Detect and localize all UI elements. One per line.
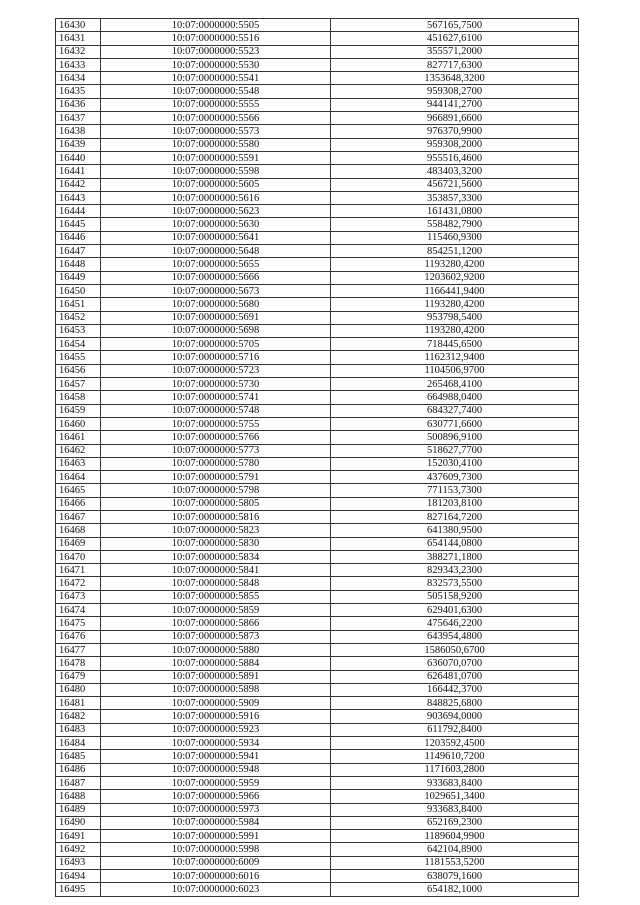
value-cell: 641380,9500	[331, 524, 579, 537]
row-number-cell: 16441	[56, 165, 101, 178]
row-number-cell: 16464	[56, 471, 101, 484]
value-cell: 265468,4100	[331, 378, 579, 391]
table-row	[56, 510, 579, 523]
cadastral-number-cell: 10:07:0000000:5891	[101, 670, 331, 683]
table-row	[56, 258, 579, 271]
value-cell: 1203592,4500	[331, 737, 579, 750]
row-number-cell: 16474	[56, 604, 101, 617]
table-row	[56, 112, 579, 125]
row-number-cell: 16471	[56, 564, 101, 577]
value-cell: 848825,6800	[331, 697, 579, 710]
table-row	[56, 683, 579, 696]
row-number-cell: 16466	[56, 497, 101, 510]
value-cell: 1203602,9200	[331, 271, 579, 284]
table-row	[56, 830, 579, 843]
cadastral-number-cell: 10:07:0000000:5834	[101, 550, 331, 563]
table-row	[56, 138, 579, 151]
row-number-cell: 16467	[56, 510, 101, 523]
table-row	[56, 803, 579, 816]
value-cell: 1193280,4200	[331, 324, 579, 337]
cadastral-number-cell: 10:07:0000000:5766	[101, 431, 331, 444]
table-row	[56, 338, 579, 351]
row-number-cell: 16439	[56, 138, 101, 151]
table-row	[56, 643, 579, 656]
table-row	[56, 125, 579, 138]
value-cell: 161431,0800	[331, 205, 579, 218]
row-number-cell: 16435	[56, 85, 101, 98]
table-row	[56, 19, 579, 32]
value-cell: 1166441,9400	[331, 284, 579, 297]
cadastral-number-cell: 10:07:0000000:5934	[101, 737, 331, 750]
cadastral-number-cell: 10:07:0000000:5791	[101, 471, 331, 484]
value-cell: 1353648,3200	[331, 72, 579, 85]
table-row	[56, 324, 579, 337]
cadastral-number-cell: 10:07:0000000:5541	[101, 72, 331, 85]
cadastral-number-cell: 10:07:0000000:5673	[101, 284, 331, 297]
value-cell: 955516,4600	[331, 151, 579, 164]
value-cell: 827717,6300	[331, 58, 579, 71]
row-number-cell: 16431	[56, 32, 101, 45]
cadastral-number-cell: 10:07:0000000:5941	[101, 750, 331, 763]
table-row	[56, 32, 579, 45]
value-cell: 1171603,2800	[331, 763, 579, 776]
cadastral-number-cell: 10:07:0000000:5859	[101, 604, 331, 617]
cadastral-number-cell: 10:07:0000000:5998	[101, 843, 331, 856]
table-row	[56, 218, 579, 231]
value-cell: 567165,7500	[331, 19, 579, 32]
cadastral-number-cell: 10:07:0000000:5641	[101, 231, 331, 244]
table-row	[56, 364, 579, 377]
value-cell: 611792,8400	[331, 723, 579, 736]
row-number-cell: 16491	[56, 830, 101, 843]
table-row	[56, 577, 579, 590]
row-number-cell: 16485	[56, 750, 101, 763]
cadastral-number-cell: 10:07:0000000:5655	[101, 258, 331, 271]
cadastral-number-cell: 10:07:0000000:5598	[101, 165, 331, 178]
cadastral-number-cell: 10:07:0000000:5880	[101, 643, 331, 656]
row-number-cell: 16451	[56, 298, 101, 311]
cadastral-number-cell: 10:07:0000000:5548	[101, 85, 331, 98]
table-row	[56, 151, 579, 164]
table-row	[56, 750, 579, 763]
value-cell: 115460,9300	[331, 231, 579, 244]
table-row	[56, 444, 579, 457]
value-cell: 933683,8400	[331, 776, 579, 789]
value-cell: 475646,2200	[331, 617, 579, 630]
value-cell: 451627,6100	[331, 32, 579, 45]
row-number-cell: 16486	[56, 763, 101, 776]
row-number-cell: 16494	[56, 870, 101, 883]
cadastral-number-cell: 10:07:0000000:5698	[101, 324, 331, 337]
cadastral-number-cell: 10:07:0000000:5884	[101, 657, 331, 670]
row-number-cell: 16458	[56, 391, 101, 404]
row-number-cell: 16444	[56, 205, 101, 218]
row-number-cell: 16468	[56, 524, 101, 537]
row-number-cell: 16452	[56, 311, 101, 324]
table-row	[56, 723, 579, 736]
table-row	[56, 856, 579, 869]
row-number-cell: 16438	[56, 125, 101, 138]
value-cell: 829343,2300	[331, 564, 579, 577]
table-row	[56, 165, 579, 178]
cadastral-number-cell: 10:07:0000000:5623	[101, 205, 331, 218]
cadastral-number-cell: 10:07:0000000:5966	[101, 790, 331, 803]
row-number-cell: 16472	[56, 577, 101, 590]
table-row	[56, 776, 579, 789]
table-row	[56, 630, 579, 643]
row-number-cell: 16482	[56, 710, 101, 723]
row-number-cell: 16489	[56, 803, 101, 816]
cadastral-number-cell: 10:07:0000000:5755	[101, 417, 331, 430]
table-row	[56, 311, 579, 324]
row-number-cell: 16461	[56, 431, 101, 444]
value-cell: 1193280,4200	[331, 258, 579, 271]
table-row	[56, 497, 579, 510]
row-number-cell: 16445	[56, 218, 101, 231]
value-cell: 652169,2300	[331, 816, 579, 829]
table-row	[56, 604, 579, 617]
cadastral-number-cell: 10:07:0000000:5630	[101, 218, 331, 231]
table-row	[56, 298, 579, 311]
table-row	[56, 404, 579, 417]
table-row	[56, 790, 579, 803]
value-cell: 933683,8400	[331, 803, 579, 816]
value-cell: 953798,5400	[331, 311, 579, 324]
row-number-cell: 16448	[56, 258, 101, 271]
cadastral-number-cell: 10:07:0000000:5573	[101, 125, 331, 138]
cadastral-number-cell: 10:07:0000000:5823	[101, 524, 331, 537]
row-number-cell: 16490	[56, 816, 101, 829]
row-number-cell: 16434	[56, 72, 101, 85]
value-cell: 626481,0700	[331, 670, 579, 683]
table-row	[56, 417, 579, 430]
row-number-cell: 16446	[56, 231, 101, 244]
row-number-cell: 16479	[56, 670, 101, 683]
row-number-cell: 16488	[56, 790, 101, 803]
value-cell: 1586050,6700	[331, 643, 579, 656]
value-cell: 636070,0700	[331, 657, 579, 670]
row-number-cell: 16475	[56, 617, 101, 630]
row-number-cell: 16460	[56, 417, 101, 430]
row-number-cell: 16447	[56, 245, 101, 258]
table-row	[56, 590, 579, 603]
value-cell: 642104,8900	[331, 843, 579, 856]
cadastral-number-cell: 10:07:0000000:5959	[101, 776, 331, 789]
table-row	[56, 284, 579, 297]
value-cell: 558482,7900	[331, 218, 579, 231]
row-number-cell: 16433	[56, 58, 101, 71]
table-row	[56, 351, 579, 364]
cadastral-number-cell: 10:07:0000000:5691	[101, 311, 331, 324]
table-row	[56, 484, 579, 497]
value-cell: 152030,4100	[331, 457, 579, 470]
cadastral-number-cell: 10:07:0000000:5873	[101, 630, 331, 643]
cadastral-number-cell: 10:07:0000000:5523	[101, 45, 331, 58]
value-cell: 638079,1600	[331, 870, 579, 883]
cadastral-number-cell: 10:07:0000000:6023	[101, 883, 331, 896]
value-cell: 832573,5500	[331, 577, 579, 590]
value-cell: 903694,0000	[331, 710, 579, 723]
row-number-cell: 16484	[56, 737, 101, 750]
cadastral-number-cell: 10:07:0000000:5748	[101, 404, 331, 417]
row-number-cell: 16432	[56, 45, 101, 58]
cadastral-number-cell: 10:07:0000000:5798	[101, 484, 331, 497]
value-cell: 1104506,9700	[331, 364, 579, 377]
table-row	[56, 178, 579, 191]
cadastral-number-cell: 10:07:0000000:5855	[101, 590, 331, 603]
row-number-cell: 16462	[56, 444, 101, 457]
table-row	[56, 524, 579, 537]
cadastral-number-cell: 10:07:0000000:5605	[101, 178, 331, 191]
value-cell: 630771,6600	[331, 417, 579, 430]
value-cell: 500896,9100	[331, 431, 579, 444]
cadastral-number-cell: 10:07:0000000:5841	[101, 564, 331, 577]
cadastral-number-cell: 10:07:0000000:5984	[101, 816, 331, 829]
value-cell: 1029651,3400	[331, 790, 579, 803]
row-number-cell: 16449	[56, 271, 101, 284]
value-cell: 1162312,9400	[331, 351, 579, 364]
row-number-cell: 16481	[56, 697, 101, 710]
row-number-cell: 16450	[56, 284, 101, 297]
value-cell: 966891,6600	[331, 112, 579, 125]
row-number-cell: 16430	[56, 19, 101, 32]
table-row	[56, 85, 579, 98]
value-cell: 518627,7700	[331, 444, 579, 457]
cadastral-number-cell: 10:07:0000000:5830	[101, 537, 331, 550]
row-number-cell: 16470	[56, 550, 101, 563]
cadastral-number-cell: 10:07:0000000:5916	[101, 710, 331, 723]
table-row	[56, 231, 579, 244]
table-row	[56, 391, 579, 404]
row-number-cell: 16455	[56, 351, 101, 364]
row-number-cell: 16469	[56, 537, 101, 550]
row-number-cell: 16487	[56, 776, 101, 789]
table-row	[56, 617, 579, 630]
table-row	[56, 471, 579, 484]
row-number-cell: 16457	[56, 378, 101, 391]
cadastral-number-cell: 10:07:0000000:5909	[101, 697, 331, 710]
table-row	[56, 537, 579, 550]
value-cell: 505158,9200	[331, 590, 579, 603]
value-cell: 718445,6500	[331, 338, 579, 351]
cadastral-number-cell: 10:07:0000000:5566	[101, 112, 331, 125]
cadastral-number-cell: 10:07:0000000:5848	[101, 577, 331, 590]
table-row	[56, 697, 579, 710]
cadastral-number-cell: 10:07:0000000:5723	[101, 364, 331, 377]
cadastral-number-cell: 10:07:0000000:5530	[101, 58, 331, 71]
value-cell: 976370,9900	[331, 125, 579, 138]
row-number-cell: 16478	[56, 657, 101, 670]
row-number-cell: 16453	[56, 324, 101, 337]
row-number-cell: 16437	[56, 112, 101, 125]
row-number-cell: 16465	[56, 484, 101, 497]
cadastral-number-cell: 10:07:0000000:6009	[101, 856, 331, 869]
row-number-cell: 16495	[56, 883, 101, 896]
value-cell: 437609,7300	[331, 471, 579, 484]
table-row	[56, 98, 579, 111]
value-cell: 1181553,5200	[331, 856, 579, 869]
cadastral-number-cell: 10:07:0000000:5580	[101, 138, 331, 151]
value-cell: 353857,3300	[331, 191, 579, 204]
table-row	[56, 564, 579, 577]
cadastral-number-cell: 10:07:0000000:5730	[101, 378, 331, 391]
cadastral-number-cell: 10:07:0000000:5716	[101, 351, 331, 364]
value-cell: 1149610,7200	[331, 750, 579, 763]
value-cell: 388271,1800	[331, 550, 579, 563]
cadastral-number-cell: 10:07:0000000:5705	[101, 338, 331, 351]
table-row	[56, 72, 579, 85]
cadastral-number-cell: 10:07:0000000:5973	[101, 803, 331, 816]
table-body	[56, 19, 579, 897]
table-row	[56, 378, 579, 391]
row-number-cell: 16480	[56, 683, 101, 696]
cadastral-number-cell: 10:07:0000000:5680	[101, 298, 331, 311]
value-cell: 483403,3200	[331, 165, 579, 178]
row-number-cell: 16443	[56, 191, 101, 204]
value-cell: 166442,3700	[331, 683, 579, 696]
cadastral-number-cell: 10:07:0000000:5923	[101, 723, 331, 736]
table-row	[56, 670, 579, 683]
cadastral-number-cell: 10:07:0000000:5666	[101, 271, 331, 284]
value-cell: 944141,2700	[331, 98, 579, 111]
cadastral-number-cell: 10:07:0000000:5948	[101, 763, 331, 776]
value-cell: 654182,1000	[331, 883, 579, 896]
row-number-cell: 16463	[56, 457, 101, 470]
cadastral-number-cell: 10:07:0000000:5866	[101, 617, 331, 630]
row-number-cell: 16456	[56, 364, 101, 377]
value-cell: 664988,0400	[331, 391, 579, 404]
row-number-cell: 16442	[56, 178, 101, 191]
cadastral-number-cell: 10:07:0000000:5991	[101, 830, 331, 843]
cadastral-number-cell: 10:07:0000000:5805	[101, 497, 331, 510]
row-number-cell: 16477	[56, 643, 101, 656]
cadastral-number-cell: 10:07:0000000:5648	[101, 245, 331, 258]
row-number-cell: 16492	[56, 843, 101, 856]
row-number-cell: 16473	[56, 590, 101, 603]
cadastral-number-cell: 10:07:0000000:5816	[101, 510, 331, 523]
table-row	[56, 205, 579, 218]
row-number-cell: 16459	[56, 404, 101, 417]
table-row	[56, 245, 579, 258]
cadastral-number-cell: 10:07:0000000:5505	[101, 19, 331, 32]
table-row	[56, 431, 579, 444]
table-row	[56, 816, 579, 829]
cadastral-number-cell: 10:07:0000000:5591	[101, 151, 331, 164]
cadastral-number-cell: 10:07:0000000:5773	[101, 444, 331, 457]
table-row	[56, 271, 579, 284]
value-cell: 643954,4800	[331, 630, 579, 643]
table-row	[56, 191, 579, 204]
value-cell: 654144,0800	[331, 537, 579, 550]
table-row	[56, 843, 579, 856]
table-row	[56, 710, 579, 723]
value-cell: 959308,2700	[331, 85, 579, 98]
row-number-cell: 16476	[56, 630, 101, 643]
row-number-cell: 16483	[56, 723, 101, 736]
row-number-cell: 16436	[56, 98, 101, 111]
row-number-cell: 16454	[56, 338, 101, 351]
cadastral-number-cell: 10:07:0000000:5516	[101, 32, 331, 45]
value-cell: 854251,1200	[331, 245, 579, 258]
table-row	[56, 45, 579, 58]
value-cell: 1189604,9900	[331, 830, 579, 843]
cadastral-number-cell: 10:07:0000000:5780	[101, 457, 331, 470]
table-row	[56, 550, 579, 563]
value-cell: 771153,7300	[331, 484, 579, 497]
value-cell: 1193280,4200	[331, 298, 579, 311]
value-cell: 181203,8100	[331, 497, 579, 510]
value-cell: 355571,2000	[331, 45, 579, 58]
table-row	[56, 58, 579, 71]
data-table	[55, 18, 579, 897]
cadastral-number-cell: 10:07:0000000:5616	[101, 191, 331, 204]
value-cell: 629401,6300	[331, 604, 579, 617]
table-row	[56, 737, 579, 750]
row-number-cell: 16493	[56, 856, 101, 869]
table-row	[56, 870, 579, 883]
table-row	[56, 763, 579, 776]
value-cell: 959308,2000	[331, 138, 579, 151]
value-cell: 456721,5600	[331, 178, 579, 191]
table-row	[56, 657, 579, 670]
cadastral-number-cell: 10:07:0000000:5898	[101, 683, 331, 696]
value-cell: 684327,7400	[331, 404, 579, 417]
table-row	[56, 883, 579, 896]
cadastral-number-cell: 10:07:0000000:5741	[101, 391, 331, 404]
row-number-cell: 16440	[56, 151, 101, 164]
value-cell: 827164,7200	[331, 510, 579, 523]
table-row	[56, 457, 579, 470]
cadastral-number-cell: 10:07:0000000:5555	[101, 98, 331, 111]
cadastral-number-cell: 10:07:0000000:6016	[101, 870, 331, 883]
